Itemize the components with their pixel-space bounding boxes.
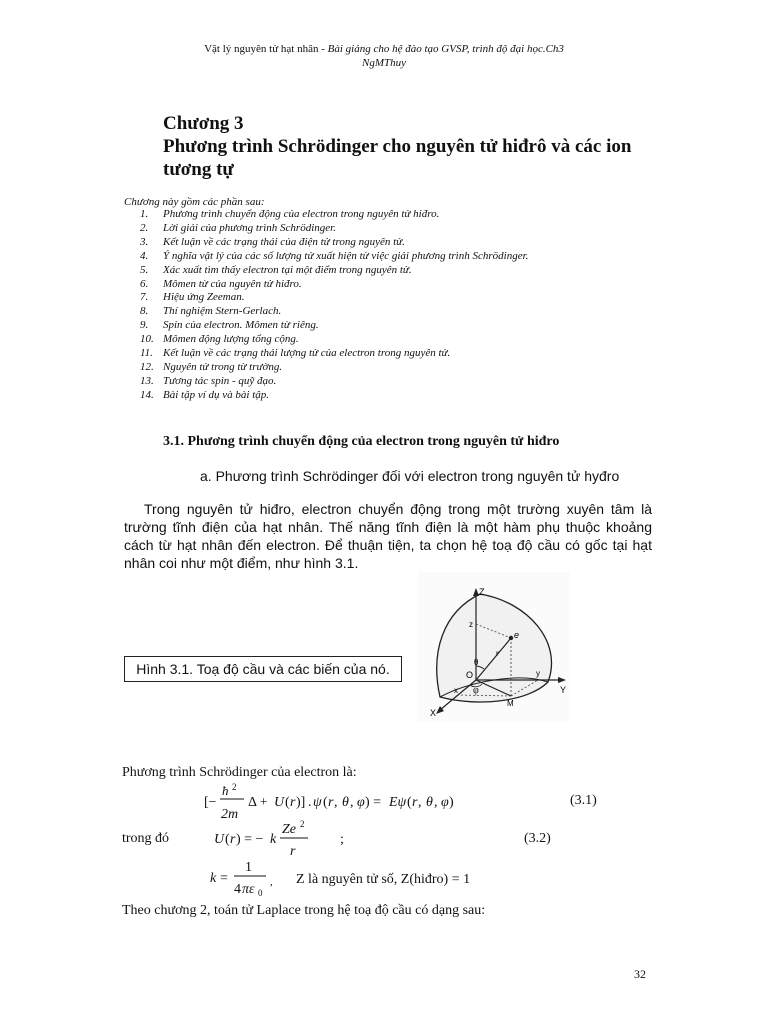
equation-intro: Phương trình Schrödinger của electron là:	[122, 765, 357, 780]
section-heading: 3.1. Phương trình chuyển động của electron trong nguyên tử hiđro	[163, 434, 560, 449]
svg-text:φ: φ	[357, 795, 365, 810]
svg-text:;: ;	[340, 832, 344, 847]
toc-item-number: 6.	[140, 277, 149, 290]
phi-label: φ	[473, 685, 479, 696]
svg-text:=: =	[220, 871, 228, 886]
svg-text:1: 1	[245, 860, 252, 875]
svg-text:,: ,	[270, 876, 273, 888]
toc-item-text: Hiệu ứng Zeeman.	[163, 291, 245, 304]
toc-item-number: 2.	[140, 221, 149, 234]
svg-text:(: (	[285, 795, 290, 810]
svg-text:) =: ) =	[365, 795, 382, 810]
z-coordinate-label: z	[469, 620, 473, 629]
x-axis-label: X	[430, 708, 437, 718]
toc-item	[124, 305, 528, 319]
toc-item	[124, 222, 528, 236]
svg-text:ψ: ψ	[313, 795, 322, 810]
svg-text:r: r	[230, 832, 236, 847]
svg-text:θ: θ	[426, 795, 433, 810]
chapter-intro: Chương này gồm các phần sau:	[124, 196, 265, 208]
toc-item-number: 4.	[140, 249, 149, 262]
svg-text:2: 2	[232, 782, 237, 792]
header-subtitle: Bài giảng cho hệ đào tạo GVSP, trình độ đại học.Ch3	[327, 43, 564, 55]
svg-text:(: (	[407, 795, 412, 810]
m-point-label: M	[507, 699, 514, 708]
spherical-coordinates-figure	[418, 572, 570, 722]
svg-text:U: U	[274, 795, 285, 810]
svg-text:2: 2	[300, 819, 305, 829]
svg-text:ħ: ħ	[222, 783, 229, 798]
electron-point	[509, 636, 513, 640]
z-axis-label: Z	[479, 587, 485, 597]
toc-item-text: Tương tác spin - quỹ đạo.	[163, 374, 277, 387]
toc-item-text: Bài tập ví dụ và bài tập.	[163, 388, 270, 401]
toc-item-text: Mômen từ của nguyên tử hiđro.	[163, 277, 302, 290]
toc-item	[124, 361, 528, 375]
toc-item-text: Kết luận về các trạng thái của điện tử trong nguyên tử.	[163, 235, 405, 248]
svg-text:) = −: ) = −	[236, 832, 264, 847]
svg-text:,: ,	[334, 795, 338, 810]
toc-item-number: 1.	[140, 208, 149, 220]
toc-item	[124, 278, 528, 292]
toc-item-text: Spin của electron. Mômen từ riêng.	[163, 319, 319, 332]
potential-energy-formula	[214, 818, 364, 860]
svg-text:θ: θ	[342, 795, 349, 810]
r-label: r	[496, 649, 499, 658]
toc-item	[124, 264, 528, 278]
toc-item-number: 14.	[140, 388, 154, 401]
toc-item	[124, 208, 528, 222]
toc-item	[124, 375, 528, 389]
svg-text:k: k	[270, 832, 277, 847]
svg-text:k: k	[210, 871, 217, 886]
toc-item-text: Phương trình chuyển động của electron trong nguyên tử hiđro.	[163, 208, 440, 220]
chapter-contents-list	[124, 208, 528, 403]
toc-item-text: Nguyên tử trong từ trường.	[163, 360, 283, 373]
svg-text:2m: 2m	[221, 807, 239, 822]
toc-item-number: 12.	[140, 360, 154, 373]
toc-item-number: 11.	[140, 347, 153, 360]
svg-text:r: r	[328, 795, 334, 810]
origin-label: O	[466, 670, 474, 680]
running-header	[120, 42, 648, 70]
theta-label: θ	[474, 657, 479, 667]
toc-item	[124, 389, 528, 403]
toc-item-number: 3.	[140, 235, 149, 248]
svg-text:,: ,	[418, 795, 422, 810]
toc-item-number: 13.	[140, 374, 154, 387]
coulomb-constant-formula	[210, 857, 290, 899]
svg-text:r: r	[290, 844, 296, 859]
svg-text:(: (	[225, 832, 230, 847]
y-coordinate-label: y	[536, 669, 540, 678]
toc-item-number: 7.	[140, 291, 149, 304]
svg-text:φ: φ	[441, 795, 449, 810]
svg-text:[−: [−	[204, 795, 217, 810]
svg-text:,: ,	[434, 795, 438, 810]
svg-text:r: r	[290, 795, 296, 810]
toc-item	[124, 333, 528, 347]
svg-text:(: (	[323, 795, 328, 810]
subsection-heading: a. Phương trình Schrödinger đối với electron trong nguyên tử hyđro	[200, 468, 620, 484]
figure-caption: Hình 3.1. Toạ độ cầu và các biến của nó.	[124, 656, 402, 682]
toc-item-text: Kết luận về các trạng thái lượng tử của electron trong nguyên tử.	[163, 347, 451, 360]
toc-item-number: 10.	[140, 333, 154, 346]
toc-item-number: 8.	[140, 305, 149, 318]
electron-label: e	[514, 630, 520, 640]
laplace-intro: Theo chương 2, toán tử Laplace trong hệ toạ độ cầu có dạng sau:	[122, 903, 486, 918]
toc-item	[124, 236, 528, 250]
toc-item	[124, 291, 528, 305]
svg-text:,: ,	[350, 795, 354, 810]
svg-text:4: 4	[234, 882, 241, 897]
atomic-number-note: Z là nguyên tử số, Z(hiđro) = 1	[296, 872, 471, 887]
x-coordinate-label: x	[454, 686, 458, 695]
header-author: NgMThuy	[362, 57, 406, 69]
svg-text:Ze: Ze	[282, 822, 296, 837]
toc-item-number: 9.	[140, 319, 149, 332]
toc-item-text: Lời giải của phương trình Schrödinger.	[163, 221, 336, 234]
svg-text:U: U	[214, 832, 225, 847]
toc-item-text: Thí nghiệm Stern-Gerlach.	[163, 305, 282, 318]
svg-text:.: .	[308, 795, 312, 810]
toc-item	[124, 347, 528, 361]
svg-text:πε: πε	[242, 882, 255, 897]
y-axis-label: Y	[560, 685, 567, 695]
svg-text:Eψ: Eψ	[389, 795, 407, 810]
svg-text:): )	[449, 795, 454, 810]
header-course: Vật lý nguyên tử hạt nhân -	[204, 43, 328, 55]
svg-text:Δ +: Δ +	[248, 795, 268, 810]
page-number: 32	[634, 967, 646, 981]
where-label: trong đó	[122, 831, 170, 846]
toc-item-number: 5.	[140, 263, 149, 276]
svg-text:0: 0	[258, 888, 263, 898]
toc-item-text: Ý nghĩa vật lý của các số lượng tử xuất hiện từ việc giải phương trình Schrödinger.	[163, 249, 529, 262]
chapter-number: Chương 3	[163, 113, 244, 134]
chapter-title	[163, 112, 658, 181]
equation-3-1-label: (3.1)	[570, 793, 597, 808]
toc-item	[124, 319, 528, 333]
toc-item-text: Mômen động lượng tổng cộng.	[163, 333, 299, 346]
svg-text:r: r	[412, 795, 418, 810]
chapter-name: Phương trình Schrödinger cho nguyên tử hiđrô và các ion tương tự	[163, 136, 632, 180]
svg-text:)]: )]	[296, 795, 306, 810]
equation-3-2-label: (3.2)	[524, 831, 551, 846]
body-paragraph: Trong nguyên tử hiđro, electron chuyển động trong một trường xuyên tâm là trường tĩnh điện của hạt nhân. Thế năng tĩnh điện là một hàm phụ thuộc khoảng cách từ hạt nhân đến electron. Để thuận tiện, ta chọn hệ toạ độ cầu có gốc tại hạt nhân coi như một điểm, như hình 3.1.	[124, 501, 652, 571]
toc-item-text: Xác xuất tìm thấy electron tại một điểm trong nguyên tử.	[163, 263, 412, 276]
toc-item	[124, 250, 528, 264]
